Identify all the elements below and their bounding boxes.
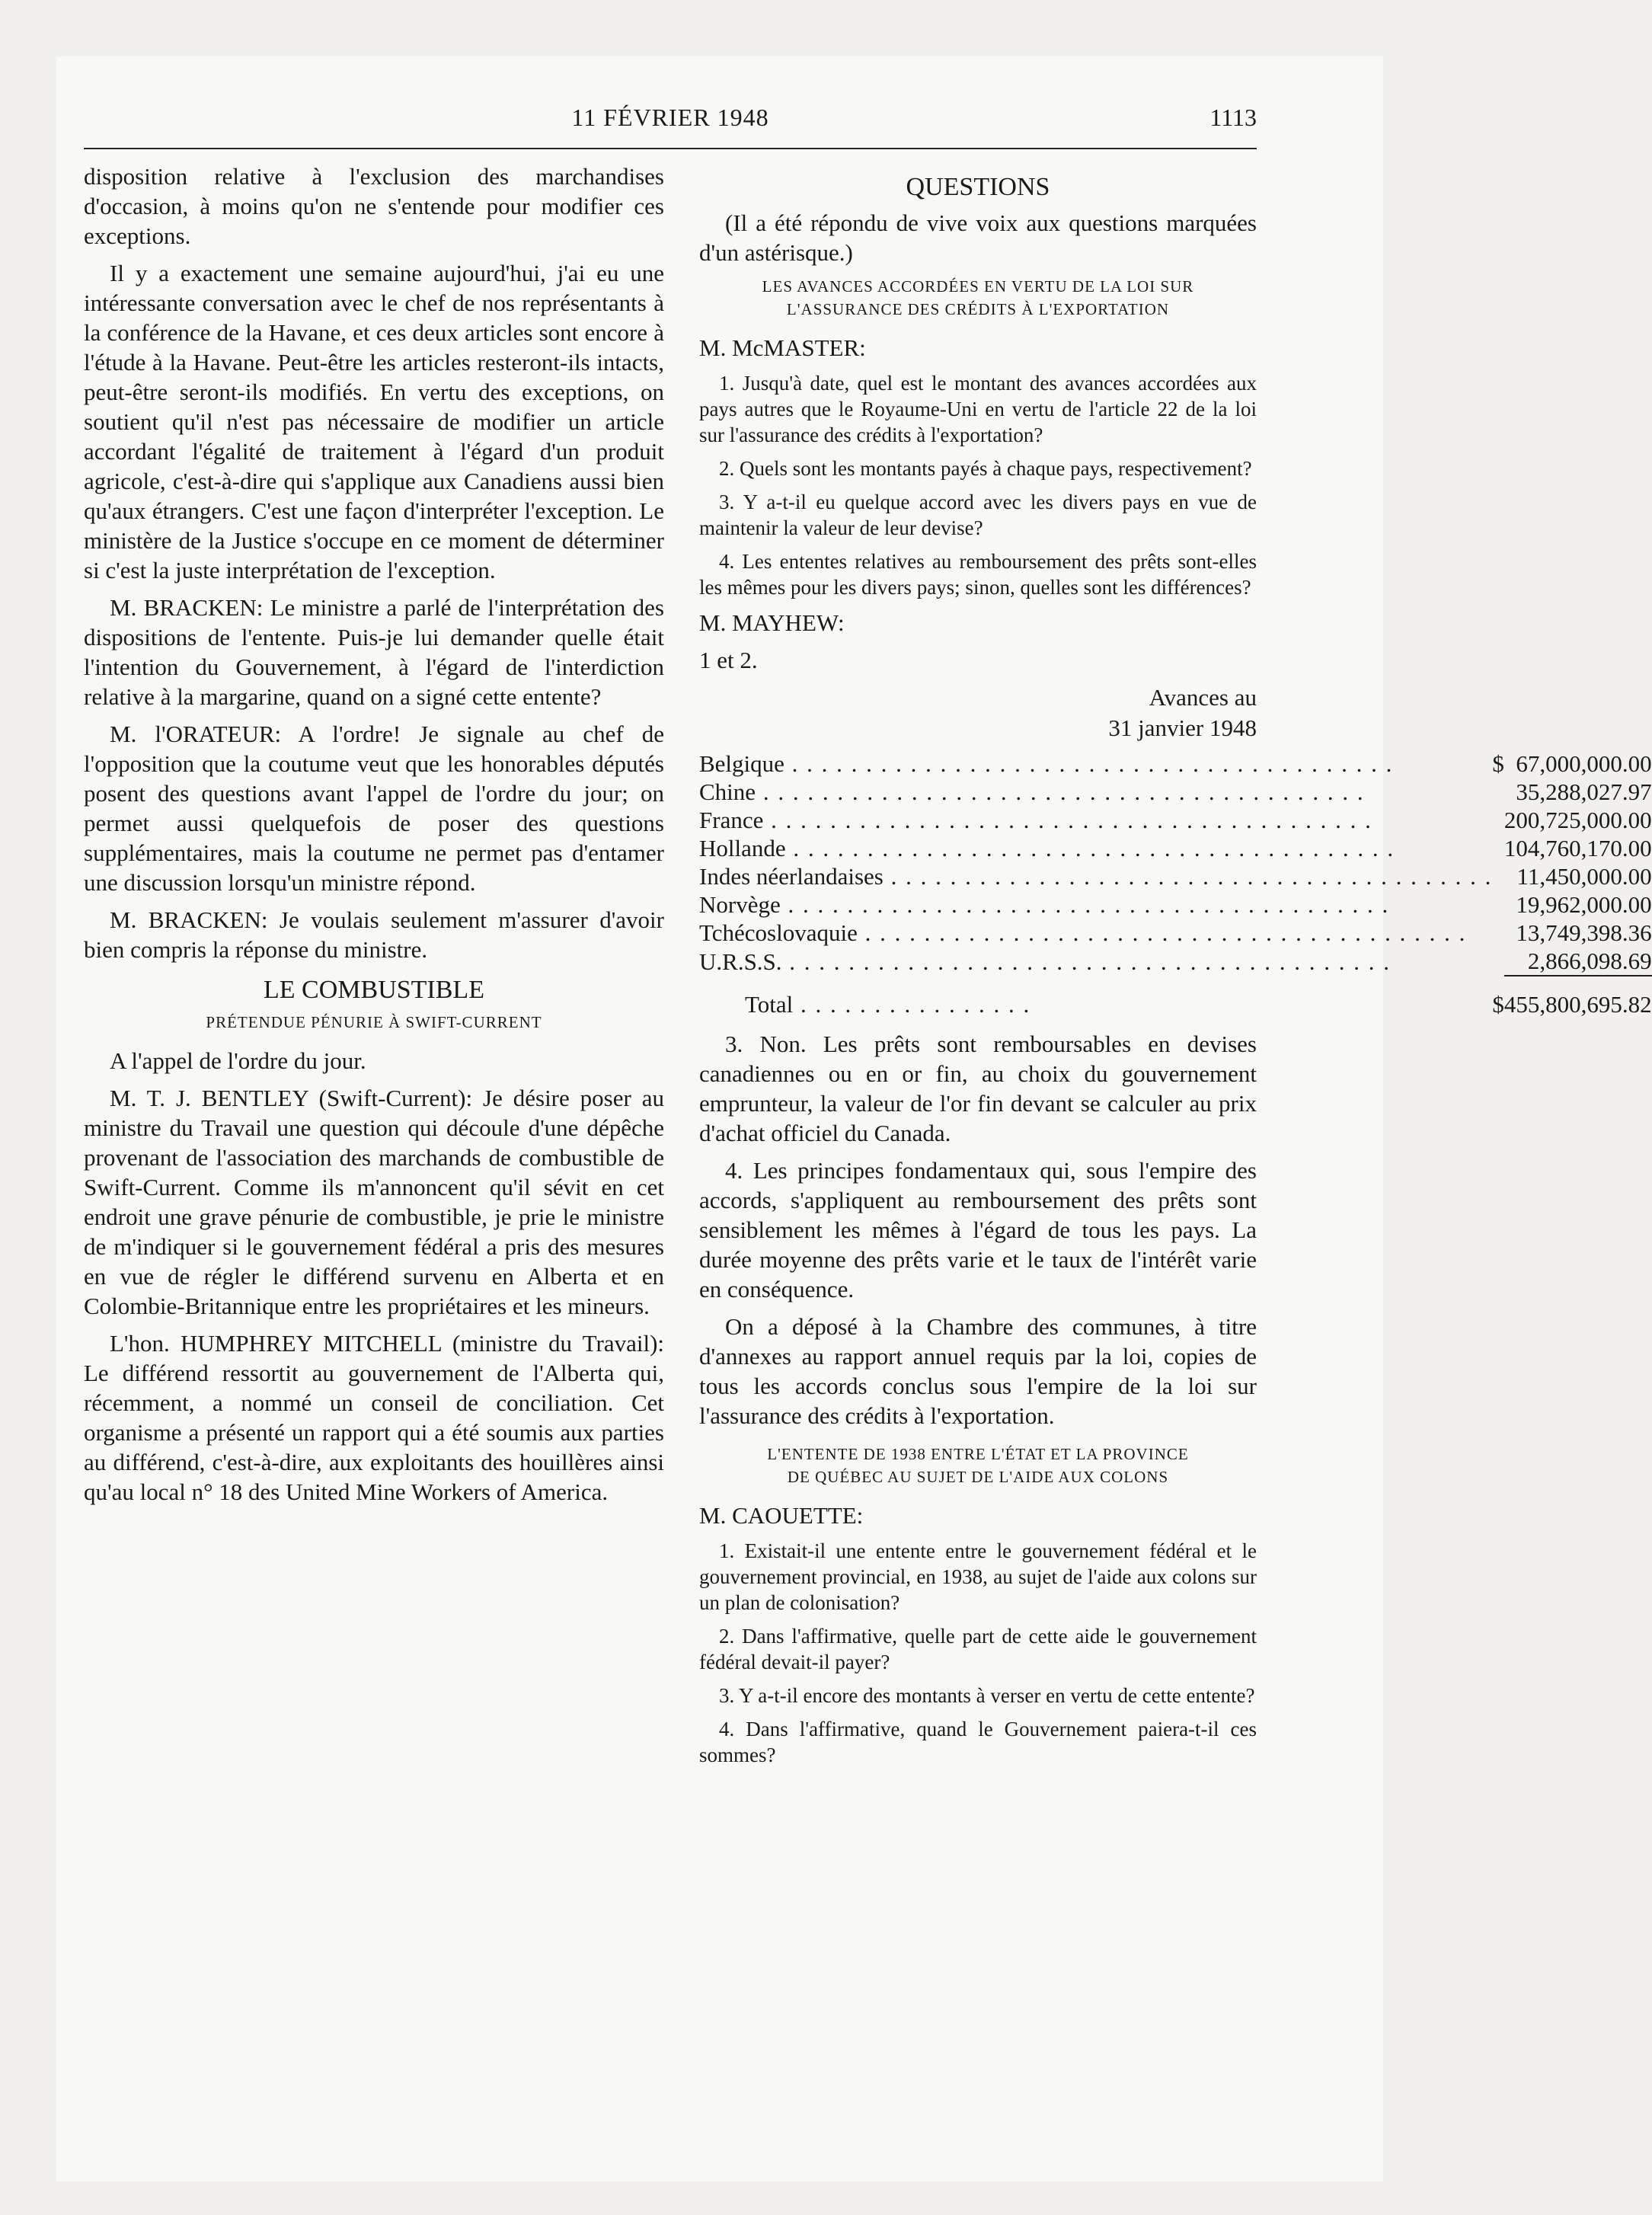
question-item: 2. Dans l'affirmative, quelle part de cette aide le gouvernement fédéral devait-il payer?	[699, 1625, 1257, 1673]
table-row	[699, 750, 1652, 778]
subsection-line: L'ENTENTE DE 1938 ENTRE L'ÉTAT ET LA PROVINCE	[767, 1445, 1189, 1463]
currency-symbol	[1492, 778, 1504, 806]
subsection-title	[699, 1443, 1257, 1488]
table-header	[699, 682, 1257, 743]
subsection-line: L'ASSURANCE DES CRÉDITS À L'EXPORTATION	[786, 300, 1170, 318]
country-name: U.R.S.S. . . .	[699, 947, 1492, 976]
table-body	[699, 750, 1652, 976]
question-item: 3. Y a-t-il encore des montants à verser en vertu de cette entente?	[719, 1684, 1255, 1707]
section-title: LE COMBUSTIBLE	[264, 976, 484, 1004]
amount-value: 200,725,000.00	[1503, 807, 1652, 833]
table-row	[699, 778, 1652, 806]
paragraph: On a déposé à la Chambre des communes, à titre d'annexes au rapport annuel requis par la loi, copies de tous les accords conclus sous l'empire de la loi sur l'assurance des crédits à l'exportation.	[699, 1313, 1257, 1429]
country-name: Indes néerlandaises . . .	[699, 862, 1492, 890]
amount-value: 35,288,027.97	[1516, 778, 1652, 805]
currency-symbol	[1492, 947, 1504, 976]
total-amount: 455,800,695.82	[1504, 976, 1652, 1018]
question-item: 4. Les ententes relatives au remboursement des prêts sont-elles les mêmes pour les divers pays; sinon, quelles sont les différences?	[699, 550, 1257, 599]
currency-symbol: $	[1492, 750, 1504, 777]
amount-value: 104,760,170.00	[1503, 835, 1652, 861]
subsection-line: DE QUÉBEC AU SUJET DE L'AIDE AUX COLONS	[787, 1468, 1169, 1486]
subsection-title	[699, 275, 1257, 321]
question-item: 1. Jusqu'à date, quel est le montant des avances accordées aux pays autres que le Royaume-Uni en vertu de l'article 22 de la loi sur l'assurance des crédits à l'exportation?	[699, 372, 1257, 446]
amount-value: 2,866,098.69	[1527, 948, 1652, 974]
currency-symbol	[1492, 890, 1504, 919]
speaker-name: M. McMASTER:	[699, 334, 866, 361]
country-name: Tchécoslovaquie . . .	[699, 919, 1492, 947]
question-item: 4. Dans l'affirmative, quand le Gouvernement paiera-t-il ces sommes?	[699, 1718, 1257, 1766]
table-header-line: Avances au	[1149, 684, 1257, 711]
question-item: 2. Quels sont les montants payés à chaque pays, respectivement?	[719, 457, 1252, 480]
paragraph: L'hon. HUMPHREY MITCHELL (ministre du Travail): Le différend ressortit au gouvernement de l'Alberta qui, récemment, a nommé un conseil de conciliation. Cet organisme a présenté un rapport qui a été soumis aux parties au différend, c'est-à-dire, aux exploitants des houillères ainsi qu'au local n° 18 des United Mine Workers of America.	[84, 1330, 664, 1505]
question-item: 1. Existait-il une entente entre le gouvernement fédéral et le gouvernement provincial, en 1938, au sujet de l'aide aux colons sur un plan de colonisation?	[699, 1539, 1257, 1614]
table-row	[699, 976, 1652, 1018]
speaker-name: M. MAYHEW:	[699, 609, 845, 636]
paragraph: Il y a exactement une semaine aujourd'hui, j'ai eu une intéressante conversation avec le chef de nos représentants à la conférence de la Havane, et ces deux articles sont encore à l'étude à la Havane. Peut-être les articles resteront-ils intacts, peut-être seront-ils modifiés. En vertu des exceptions, on soutient qu'il n'est pas nécessaire de modifier un article accordant l'égalité de traitement à l'égard d'un produit agricole, c'est-à-dire qui s'applique aux Canadiens aussi bien qu'aux étrangers. C'est une façon d'interpréter l'exception. Le ministère de la Justice s'occupe en ce moment de déterminer si c'est la juste interprétation de l'exception.	[84, 260, 664, 583]
table-row	[699, 862, 1652, 890]
paragraph: 3. Non. Les prêts sont remboursables en devises canadiennes ou en or fin, au choix du gouvernement emprunteur, la valeur de l'or fin devant se calculer au prix d'achat officiel du Canada.	[699, 1031, 1257, 1146]
table-row	[699, 919, 1652, 947]
currency-symbol	[1492, 806, 1504, 834]
speaker-name: M. CAOUETTE:	[699, 1502, 864, 1529]
table-total	[699, 976, 1652, 1018]
amount-value: 19,962,000.00	[1516, 891, 1652, 918]
currency-symbol	[1492, 834, 1504, 862]
paragraph: M. T. J. BENTLEY (Swift-Current): Je désire poser au ministre du Travail une question qui découle d'une dépêche provenant de l'association des marchands de combustible de Swift-Current. Comme ils m'annoncent qu'il sévit en cet endroit une grave pénurie de combustible, je prie le ministre de m'indiquer si le gouvernement fédéral a pris des mesures en vue de régler le différend survenu en Alberta et en Colombie-Britannique entre les propriétaires et les mineurs.	[84, 1085, 664, 1319]
questions-title: QUESTIONS	[906, 173, 1050, 201]
table-header-line: 31 janvier 1948	[1108, 714, 1257, 741]
table-row	[699, 834, 1652, 862]
left-column	[84, 161, 664, 1514]
country-name: Hollande . . .	[699, 834, 1492, 862]
question-item: 3. Y a-t-il eu quelque accord avec les divers pays en vue de maintenir la valeur de leur devise?	[699, 491, 1257, 539]
advances-table	[699, 750, 1652, 1018]
total-currency: $	[1492, 991, 1504, 1018]
right-column	[699, 161, 1652, 1776]
paragraph: M. l'ORATEUR: A l'ordre! Je signale au chef de l'opposition que la coutume veut que les honorables députés posent des questions avant l'appel de l'ordre du jour; on permet aussi quelquefois de poser des questions supplémentaires, mais la coutume ne permet pas d'entamer une discussion lorsqu'un ministre répond.	[84, 721, 664, 896]
amount-value: 67,000,000.00	[1516, 750, 1652, 777]
country-name: Norvège . . .	[699, 890, 1492, 919]
currency-symbol	[1492, 919, 1504, 947]
paragraph: A l'appel de l'ordre du jour.	[110, 1047, 366, 1074]
table-row	[699, 890, 1652, 919]
section-subtitle: PRÉTENDUE PÉNURIE À SWIFT-CURRENT	[206, 1013, 542, 1031]
paragraph: M. BRACKEN: Je voulais seulement m'assurer d'avoir bien compris la réponse du ministre.	[84, 906, 664, 963]
amount-value: 13,749,398.36	[1516, 919, 1652, 946]
answer-reference: 1 et 2.	[699, 647, 758, 673]
questions-note: (Il a été répondu de vive voix aux questions marquées d'un astérisque.)	[699, 209, 1257, 266]
table-row	[699, 806, 1652, 834]
paragraph: 4. Les principes fondamentaux qui, sous l'empire des accords, s'appliquent au remboursement des prêts sont sensiblement les mêmes à l'égard de tous les pays. La durée moyenne des prêts varie et le taux de l'intérêt varie en conséquence.	[699, 1157, 1257, 1302]
country-name: Chine . . .	[699, 778, 1492, 806]
header-date: 11 FÉVRIER 1948	[571, 104, 769, 131]
amount-value: 11,450,000.00	[1516, 863, 1652, 890]
paragraph: M. BRACKEN: Le ministre a parlé de l'interprétation des dispositions de l'entente. Puis-je lui demander quelle était l'intention du Gouvernement, à l'égard de l'interdiction relative à la margarine, quand on a signé cette entente?	[84, 594, 664, 710]
country-name: France . . .	[699, 806, 1492, 834]
country-name: Belgique . . .	[699, 750, 1492, 778]
page-header	[84, 94, 1257, 149]
total-label: Total . . . . . . . . . . . . . . . .	[745, 991, 1031, 1018]
page-number: 1113	[1209, 104, 1257, 131]
paragraph: disposition relative à l'exclusion des marchandises d'occasion, à moins qu'on ne s'entende pour modifier ces exceptions.	[84, 163, 664, 249]
subsection-line: LES AVANCES ACCORDÉES EN VERTU DE LA LOI SUR	[762, 277, 1194, 296]
table-row	[699, 947, 1652, 976]
currency-symbol	[1492, 862, 1504, 890]
